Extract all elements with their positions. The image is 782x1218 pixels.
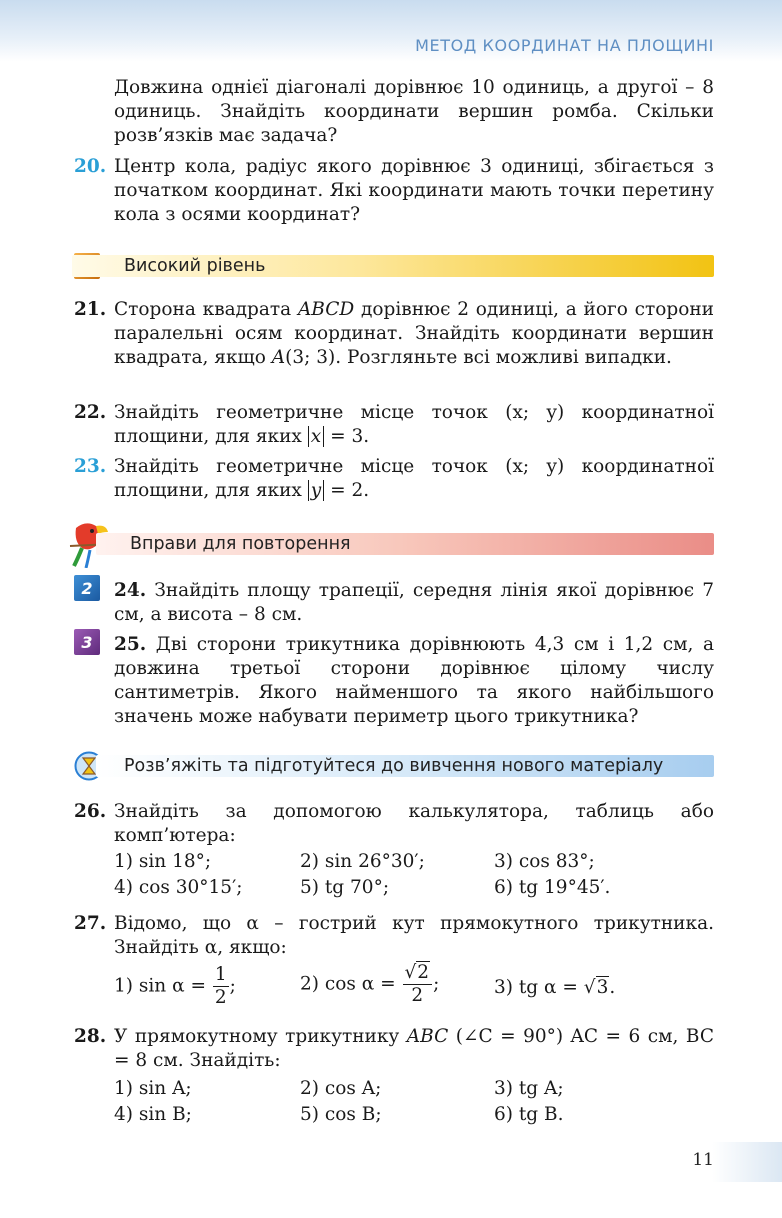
running-head: МЕТОД КООРДИНАТ НА ПЛОЩИНІ <box>415 36 714 55</box>
problem-28-item: 4) sin B; <box>114 1104 192 1125</box>
page-number: 11 <box>692 1150 714 1170</box>
section-high-level <box>72 255 714 277</box>
problem-number-22: 22. <box>74 402 107 423</box>
problem-26-item: 4) cos 30°15′; <box>114 877 243 898</box>
problem-number-24: 24. <box>114 580 147 601</box>
problem-26-item: 2) sin 26°30′; <box>300 851 425 872</box>
problem-26-item: 1) sin 18°; <box>114 851 212 872</box>
problem-number-23: 23. <box>74 456 107 477</box>
problem-26-item: 3) cos 83°; <box>494 851 595 872</box>
problem-27-item-3: 3) tg α = √3. <box>494 977 616 998</box>
problem-28-text: У прямокутному трикутнику ABC (∠C = 90°) AC = 6 см, BC = 8 см. Знайдіть: <box>114 1026 714 1071</box>
problem-26-text: Знайдіть за допомогою калькулятора, таблиць або комп’ютера: <box>114 801 714 846</box>
problem-26-item: 5) tg 70°; <box>300 877 390 898</box>
problem-28-item: 6) tg B. <box>494 1104 564 1125</box>
problem-28-item: 1) sin A; <box>114 1078 192 1099</box>
problem-28-item: 2) cos A; <box>300 1078 382 1099</box>
problem-28-item: 5) cos B; <box>300 1104 382 1125</box>
level-3-cube-icon: 3 <box>74 629 100 655</box>
problem-23-text: Знайдіть геометричне місце точок (x; y) координатної площини, для яких y = 2. <box>114 456 714 501</box>
section-review <box>96 533 714 555</box>
problem-number-26: 26. <box>74 801 107 822</box>
intro-paragraph: Довжина однієї діагоналі дорівнює 10 одиниць, а другої – 8 одиниць. Знайдіть координати вершин ромба. Скільки розв’язків має задача? <box>114 77 714 146</box>
section-prepare-label: Розв’яжіть та підготуйтеся до вивчення нового матеріалу <box>124 756 664 776</box>
problem-number-28: 28. <box>74 1026 107 1047</box>
problem-26-item: 6) tg 19°45′. <box>494 877 611 898</box>
problem-number-20: 20. <box>74 156 107 177</box>
problem-28-item: 3) tg A; <box>494 1078 564 1099</box>
problem-20-text: Центр кола, радіус якого дорівнює 3 одиниці, збігається з початком координат. Які координати мають точки перетину кола з осями координат? <box>114 156 714 225</box>
problem-number-25: 25. <box>114 634 147 655</box>
problem-25-text: 25. Дві сторони трикутника дорівнюють 4,3 см і 1,2 см, а довжина третьої сторони дорівнює цілому числу сантиметрів. Якого найменшого та якого найбільшого значень може набувати периметр цього трикутника? <box>114 634 714 727</box>
page-number-band <box>712 1142 782 1182</box>
problem-22-text: Знайдіть геометричне місце точок (x; y) координатної площини, для яких x = 3. <box>114 402 714 447</box>
problem-24-text: 24. Знайдіть площу трапеції, середня лінія якої дорівнює 7 см, а висота – 8 см. <box>114 580 714 625</box>
problem-number-27: 27. <box>74 913 107 934</box>
problem-21-text: Сторона квадрата ABCD дорівнює 2 одиниці, а його сторони паралельні осям координат. Знайдіть координати вершин квадрата, якщо A(3; 3). Розгляньте всі можливі випадки. <box>114 299 714 368</box>
section-high-level-label: Високий рівень <box>124 256 266 276</box>
problem-number-21: 21. <box>74 299 107 320</box>
problem-27-item-1: 1) sin α = $\frac{1}{2}$ ; <box>114 964 236 1008</box>
section-review-label: Вправи для повторення <box>130 534 351 554</box>
problem-27-text: Відомо, що α – гострий кут прямокутного трикутника. Знайдіть α, якщо: <box>114 913 714 958</box>
section-prepare <box>96 755 714 777</box>
level-2-cube-icon: 2 <box>74 575 100 601</box>
problem-27-item-2: 2) cos α = $\frac{√2}{2}$ ; <box>300 962 440 1006</box>
